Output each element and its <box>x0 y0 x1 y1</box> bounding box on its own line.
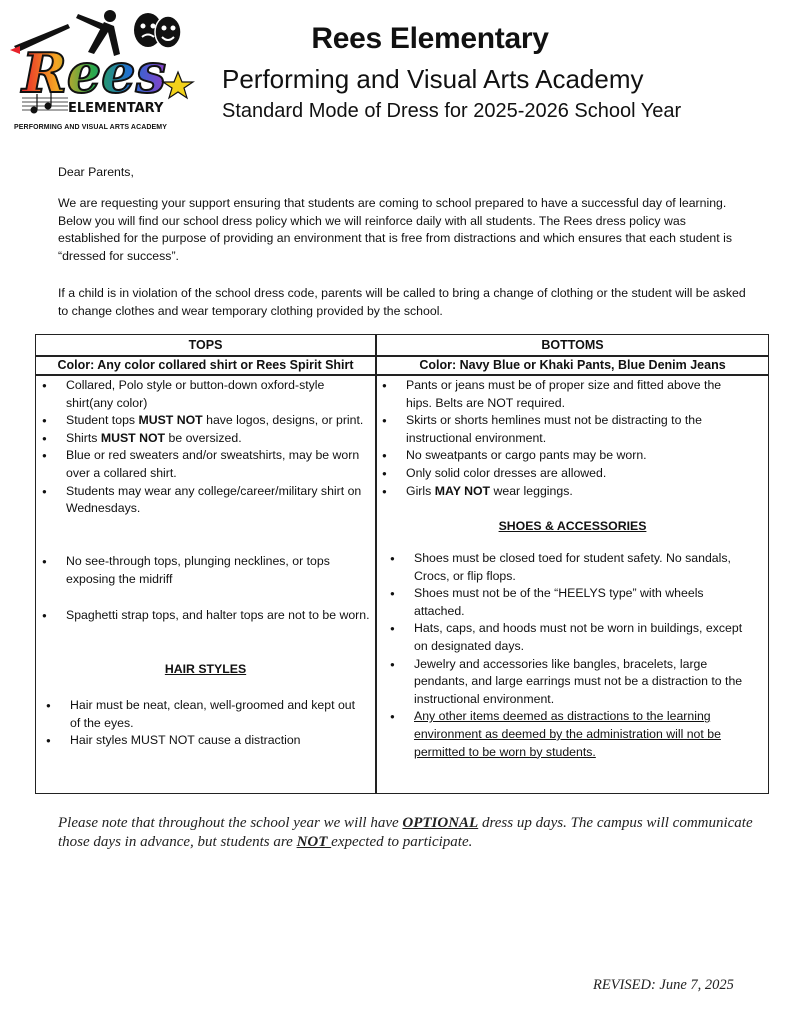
list-item: ● Collared, Polo style or button-down oxford-style shirt(any color) <box>38 377 372 412</box>
list-item: ● Student tops MUST NOT have logos, designs, or print. <box>38 412 372 430</box>
document-subtitle: Standard Mode of Dress for 2025-2026 School Year <box>222 100 682 122</box>
bottoms-list <box>378 377 750 500</box>
bottoms-heading: BOTTOMS <box>541 338 604 352</box>
list-item: ● Shoes must not be of the “HEELYS type” with wheels attached. <box>386 585 756 620</box>
list-item: ● Blue or red sweaters and/or sweatshirts, may be worn over a collared shirt. <box>38 447 372 482</box>
letter-paragraph-2: If a child is in violation of the school dress code, parents will be called to bring a change of clothing or the student will be asked to change clothes and wear temporary clothing provided by the school. <box>58 286 746 318</box>
table-row-divider <box>35 355 769 357</box>
tops-list-3 <box>38 607 372 625</box>
hair-styles-heading: HAIR STYLES <box>164 662 247 676</box>
list-item: ● Shirts MUST NOT be oversized. <box>38 430 372 448</box>
school-name: Rees Elementary <box>311 22 549 55</box>
tops-list <box>38 377 372 518</box>
revised-date: REVISED: June 7, 2025 <box>593 977 734 993</box>
list-item: ● No see-through tops, plunging necklines, or tops exposing the midriff <box>38 553 372 588</box>
letter-greeting: Dear Parents, <box>58 165 134 179</box>
table-column-divider <box>375 334 377 794</box>
star-icon <box>163 72 193 98</box>
tops-heading: TOPS <box>188 338 223 352</box>
shoes-accessories-heading: SHOES & ACCESSORIES <box>498 519 647 533</box>
list-item: ● Skirts or shorts hemlines must not be distracting to the instructional environment. <box>378 412 750 447</box>
list-item: ● Hair must be neat, clean, well-groomed and kept out of the eyes. <box>42 697 362 732</box>
logo-caption: PERFORMING AND VISUAL ARTS ACADEMY <box>14 124 167 131</box>
table-row-divider <box>35 374 769 376</box>
list-item: ● Any other items deemed as distractions to the learning environment as deemed by the administration will not be permitted to be worn by students. <box>386 708 756 761</box>
letter-paragraph-1: We are requesting your support ensuring that students are coming to school prepared to have a successful day of learning. Below you will find our school dress policy which we will reinforce daily with all students. The Rees dress policy was established for the purpose of providing an environment that is free from distractions and which ensures that each student is “dressed for success”. <box>58 196 732 263</box>
bottoms-color: Color: Navy Blue or Khaki Pants, Blue Denim Jeans <box>419 358 726 372</box>
tops-list-2 <box>38 553 372 588</box>
list-item: ● Shoes must be closed toed for student safety. No sandals, Crocs, or flip flops. <box>386 550 756 585</box>
tops-color: Color: Any color collared shirt or Rees Spirit Shirt <box>57 358 354 372</box>
list-item: ● Spaghetti strap tops, and halter tops are not to be worn. <box>38 607 372 625</box>
academy-title: Performing and Visual Arts Academy <box>222 64 644 94</box>
list-item: ● Hair styles MUST NOT cause a distraction <box>42 732 362 750</box>
list-item: ● Only solid color dresses are allowed. <box>378 465 750 483</box>
optional-dress-up-note: Please note that throughout the school year we will have OPTIONAL dress up days. The campus will communicate those days in advance, but students are NOT expected to participate. <box>58 815 753 850</box>
list-item: ● Girls MAY NOT wear leggings. <box>378 483 750 501</box>
hair-list <box>42 697 362 750</box>
school-logo <box>8 6 198 134</box>
shoes-list <box>386 550 756 761</box>
logo-elementary: ELEMENTARY <box>68 101 164 116</box>
list-item: ● No sweatpants or cargo pants may be worn. <box>378 447 750 465</box>
list-item: ● Students may wear any college/career/military shirt on Wednesdays. <box>38 483 372 518</box>
list-item: ● Pants or jeans must be of proper size and fitted above the hips. Belts are NOT required. <box>378 377 750 412</box>
logo-wordmark: Rees <box>22 41 166 105</box>
list-item: ● Hats, caps, and hoods must not be worn in buildings, except on designated days. <box>386 620 756 655</box>
list-item: ● Jewelry and accessories like bangles, bracelets, large pendants, and large earrings must not be a distraction to the instructional environment. <box>386 656 756 709</box>
